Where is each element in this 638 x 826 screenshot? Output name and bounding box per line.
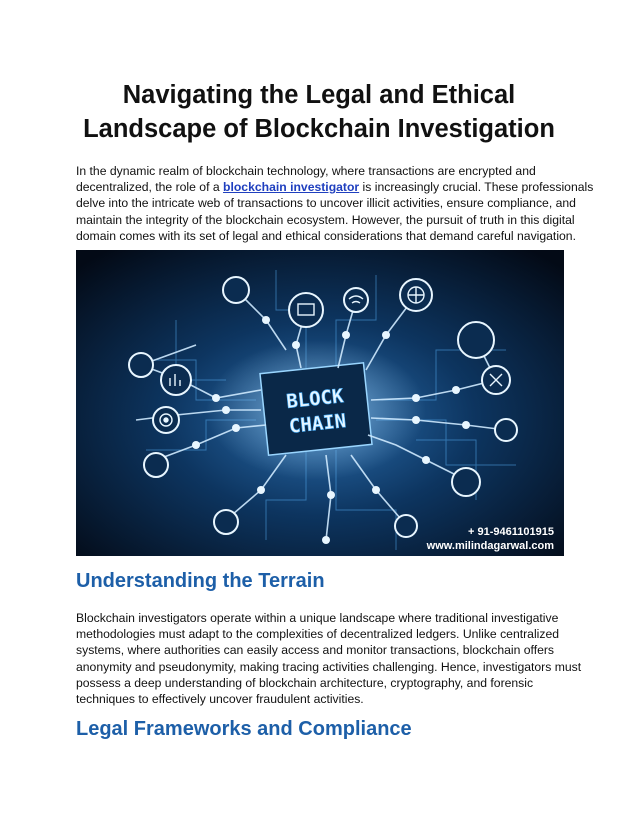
doc-node-icon bbox=[214, 510, 238, 534]
intro-line: domain comes with its set of legal and ethical considerations that demand careful navigation. bbox=[76, 228, 576, 243]
user-node-icon bbox=[223, 277, 249, 303]
title-line-2: Landscape of Blockchain Investigation bbox=[83, 115, 555, 143]
chip-label-chain: CHAIN bbox=[287, 409, 348, 438]
wifi-node-icon bbox=[344, 288, 368, 312]
terrain-line: possess a deep understanding of blockchain architecture, cryptography, and forensic bbox=[76, 675, 534, 690]
bulb-node-icon bbox=[452, 468, 480, 496]
team-node-icon bbox=[458, 322, 494, 358]
intro-line-with-link bbox=[76, 179, 594, 195]
contact-phone: + 91-9461101915 bbox=[468, 526, 554, 538]
people-node-icon bbox=[144, 453, 168, 477]
section-heading-legal: Legal Frameworks and Compliance bbox=[76, 718, 412, 740]
title-line-1: Navigating the Legal and Ethical bbox=[122, 81, 516, 109]
terrain-line: Blockchain investigators operate within a unique landscape where traditional investigative bbox=[76, 611, 559, 625]
intro-text: decentralized, the role of a bbox=[76, 180, 224, 195]
intro-line: delve into the intricate web of transactions to uncover illicit activities, ensure compliance, and bbox=[76, 196, 576, 211]
intro-paragraph bbox=[76, 163, 594, 244]
section-heading-terrain: Understanding the Terrain bbox=[76, 570, 325, 592]
terrain-paragraph bbox=[76, 610, 582, 707]
chart-node-icon bbox=[161, 365, 191, 395]
terrain-line: anonymity and pseudonymity, making tracing activities challenging. Hence, investigators must bbox=[76, 659, 582, 674]
terrain-line: techniques to effectively uncover fraudulent activities. bbox=[76, 692, 364, 707]
blockchain-network-image bbox=[76, 250, 564, 556]
blockchain-investigator-link[interactable]: blockchain investigator bbox=[223, 180, 360, 195]
chip-label-block: BLOCK bbox=[285, 385, 345, 413]
terrain-line: systems, where authorities can easily access and monitor transactions, blockchain offers bbox=[76, 643, 555, 658]
contact-website: www.milindagarwal.com bbox=[426, 540, 554, 552]
page-title bbox=[60, 78, 578, 146]
intro-line: maintain the integrity of the blockchain ecosystem. However, the pursuit of truth in this digital bbox=[76, 212, 575, 227]
network-illustration bbox=[76, 250, 564, 556]
intro-line: In the dynamic realm of blockchain technology, where transactions are encrypted and bbox=[76, 164, 536, 178]
terrain-line: methodologies must adapt to the complexities of decentralized ledgers. Unlike centralized bbox=[76, 627, 560, 642]
person-screen-node-icon bbox=[289, 293, 323, 327]
gear-node-icon bbox=[395, 515, 417, 537]
pin-node-icon bbox=[495, 419, 517, 441]
intro-text: is increasingly crucial. These professionals bbox=[359, 180, 594, 195]
location-node-icon bbox=[129, 353, 153, 377]
